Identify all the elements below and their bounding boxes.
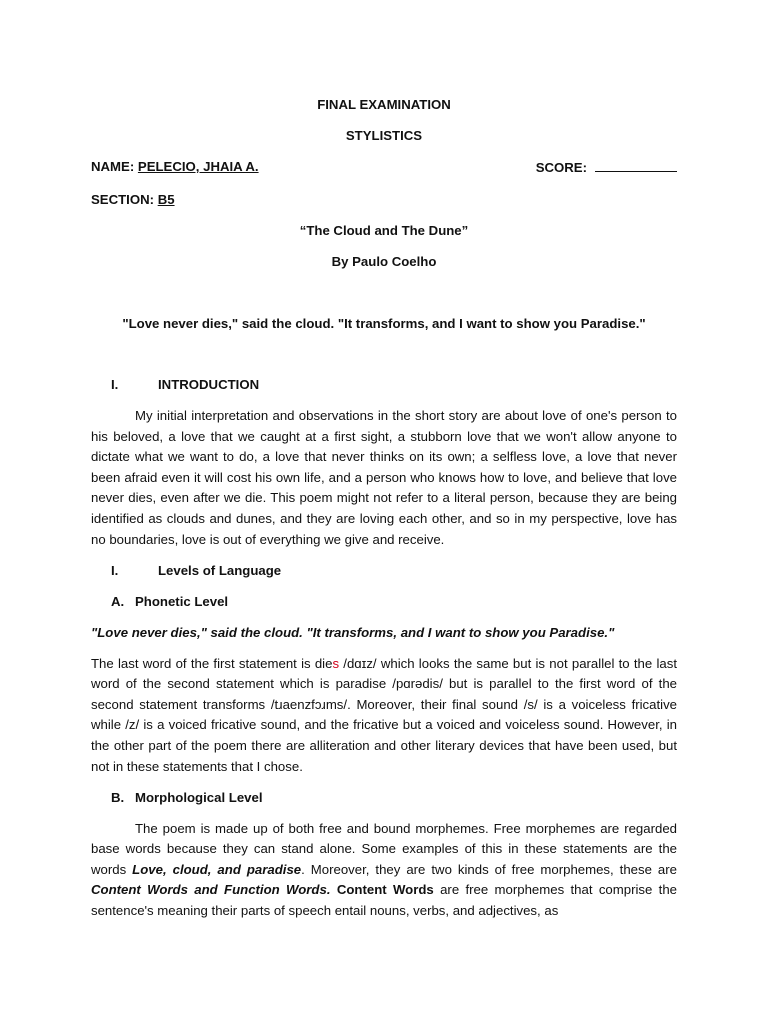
text-run: are free morphemes that comprise the sentence's meaning their parts of speech entail nouns, verbs, and adjectives, as <box>91 882 677 918</box>
levels-heading <box>91 561 677 582</box>
phonetic-quote: "Love never dies," said the cloud. "It transforms, and I want to show you Paradise." <box>91 624 615 640</box>
score-field <box>536 157 677 179</box>
score-label: SCORE: <box>535 160 587 176</box>
author-line: By Paulo Coelho <box>331 253 437 269</box>
section-field <box>91 190 175 211</box>
subsection-letter: A. <box>111 593 125 609</box>
text-run: The poem is made up of both free and bound morphemes. Free morphemes are regarded base words because they can stand alone. Some examples of this in these statements are the words <box>91 820 677 877</box>
work-title: “The Cloud and The Dune” <box>299 222 469 238</box>
section-number: I. <box>111 377 119 393</box>
section-number: I. <box>111 562 119 578</box>
phonetic-heading <box>91 592 677 613</box>
section-value: B5 <box>157 191 175 207</box>
name-label: NAME: <box>91 159 135 175</box>
epigraph-quote: "Love never dies," said the cloud. "It transforms, and I want to show you Paradise." <box>122 315 646 331</box>
section-title: Levels of Language <box>158 562 282 578</box>
morphological-heading <box>91 788 677 809</box>
subsection-letter: B. <box>111 789 125 805</box>
section-label: SECTION: <box>91 191 155 207</box>
emphasis-text: Love, cloud, and paradise <box>132 861 302 877</box>
section-row <box>91 190 677 211</box>
name-value: PELECIO, JHAIA A. <box>137 159 259 175</box>
name-score-row <box>91 157 677 179</box>
text-run: . Moreover, they are two kinds of free morphemes, these are <box>301 861 677 877</box>
emphasis-text: Content Words and Function Words. <box>91 882 331 898</box>
morphological-paragraph <box>91 819 677 922</box>
subsection-title: Morphological Level <box>135 789 263 805</box>
text-run: The last word of the first statement is die <box>91 655 333 671</box>
text-run: /dɑɪz/ which looks the same but is not parallel to the last word of the second statement which is paradise /pɑrədis/ but is parallel to the first word of the second statement transforms /tɹaenzfɔɹms/. Moreover, their final sound /s/ is a voiceless fricative while /z/ is a voiced fricative sound, and the fricative but a voiced and voiceless sound. However, in the other part of the poem there are alliteration and other literary devices that have been used, but not in these statements that I chose. <box>91 655 677 774</box>
exam-title: FINAL EXAMINATION <box>317 97 451 112</box>
introduction-heading <box>91 375 677 396</box>
highlighted-letter: s <box>332 655 340 671</box>
score-blank-line <box>595 157 677 172</box>
phonetic-paragraph <box>91 654 677 778</box>
section-title: INTRODUCTION <box>158 377 260 393</box>
subsection-title: Phonetic Level <box>135 593 229 609</box>
bold-term: Content Words <box>336 882 434 898</box>
subject-title: STYLISTICS <box>345 128 423 144</box>
name-field <box>91 157 259 179</box>
introduction-paragraph: My initial interpretation and observations in the short story are about love of one's person to his beloved, a love that we caught at a first sight, a stubborn love that we won't allow anyone to dictate what we want to do, a love that never thinks on its own; a selfless love, a love that never been afraid even it will cost his own life, and a person who knows how to love, and believe that love never dies, even after we die. This poem might not refer to a literal person, because they are being identified as clouds and dunes, and they are loving each other, and so in my perspective, love has no boundaries, love is out of everything we give and receive. <box>91 408 677 547</box>
